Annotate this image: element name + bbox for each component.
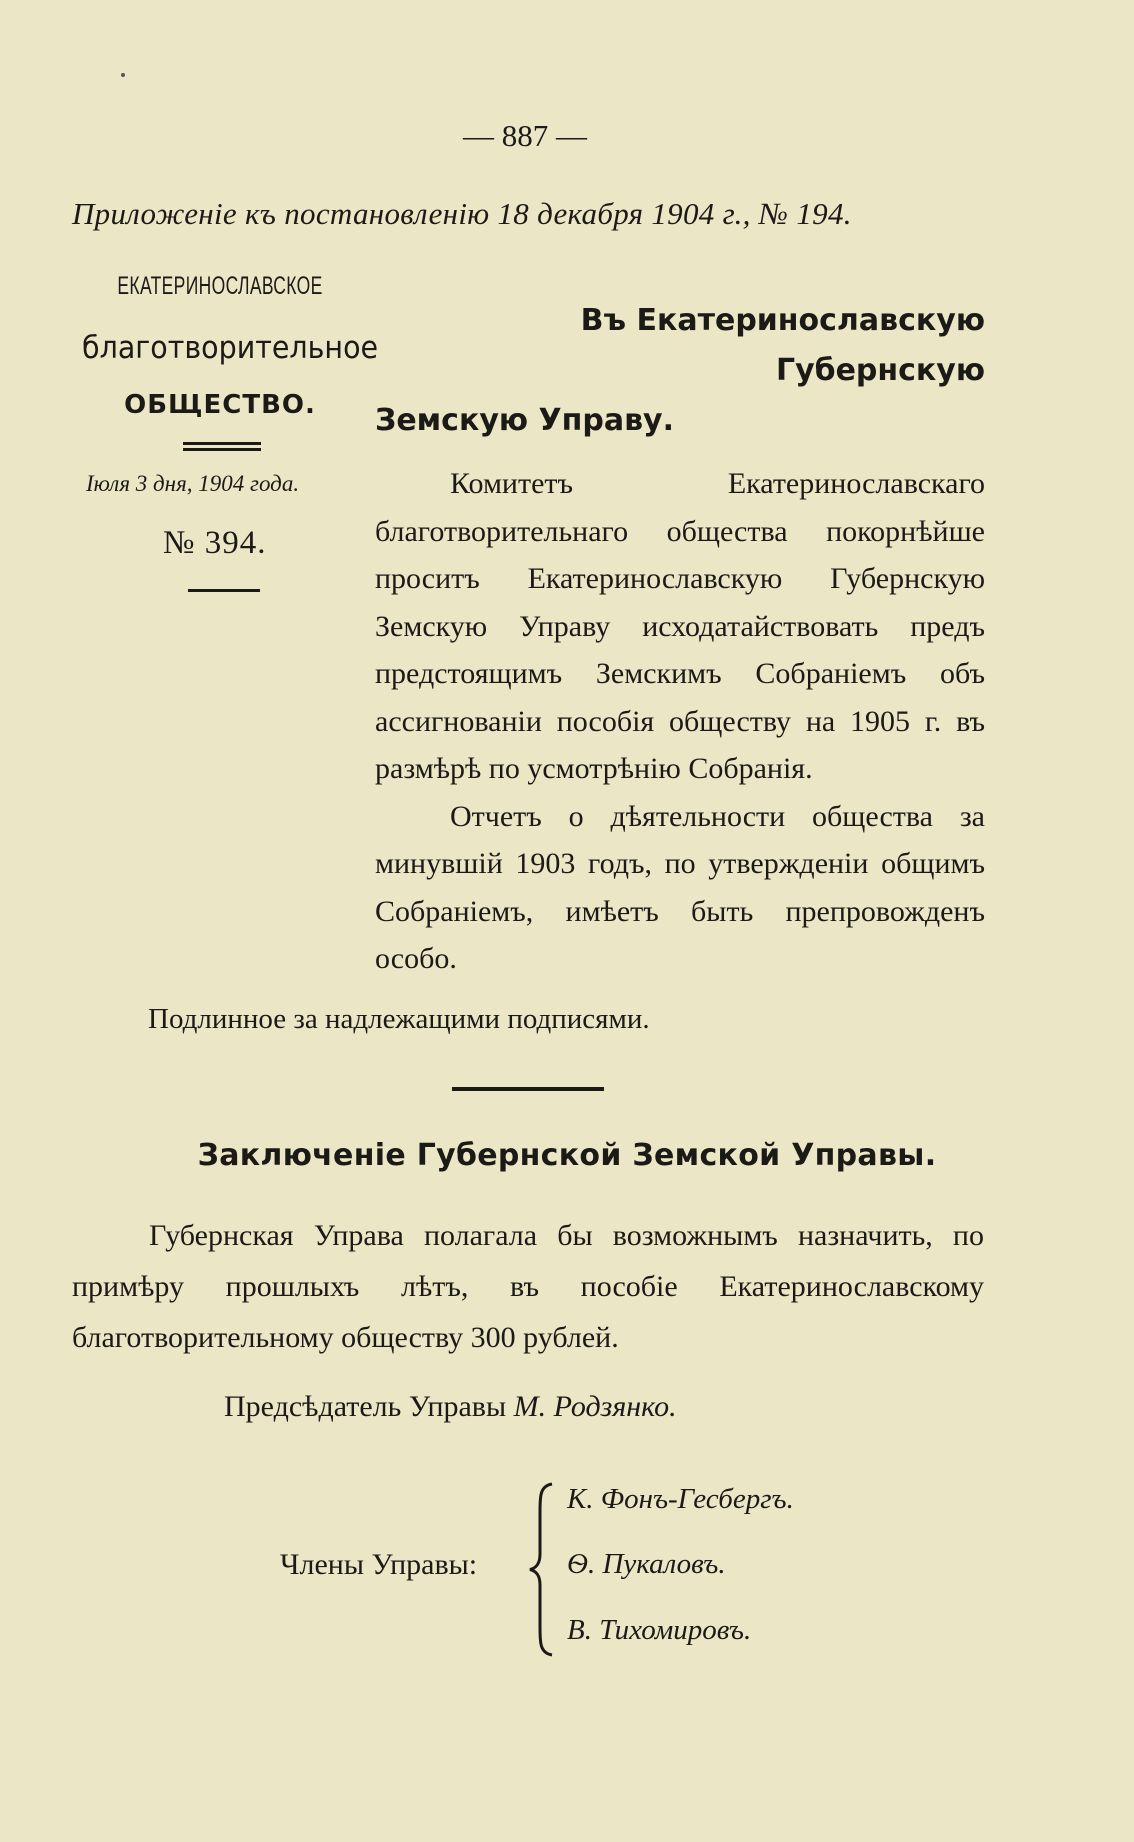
- addressee-line2: Земскую Управу.: [375, 403, 675, 438]
- letter-date: Іюля 3 дня, 1904 года.: [86, 471, 300, 496]
- chairman-label: Предсѣдатель Управы: [224, 1390, 507, 1423]
- section-divider: [452, 1087, 604, 1091]
- sender-name-line2: благотворительное: [82, 330, 379, 366]
- addressee: [375, 296, 985, 446]
- chairman-signature: [224, 1390, 677, 1424]
- short-rule-divider: [188, 589, 260, 592]
- appendix-heading: Приложеніе къ постановленію 18 декабря 1904 г., № 194.: [72, 196, 852, 231]
- member-name: Ѳ. Пукаловъ.: [567, 1548, 726, 1580]
- member-name: К. Фонъ-Гесбергъ.: [567, 1483, 794, 1515]
- conclusion-title: Заключеніе Губернской Земской Управы.: [197, 1138, 937, 1173]
- addressee-line1: Въ Екатеринославскую Губернскую: [580, 303, 985, 388]
- conclusion-body: [72, 1210, 984, 1363]
- original-note: Подлинное за надлежащими подписями.: [148, 1003, 650, 1035]
- conclusion-paragraph: Губернская Управа полагала бы возможнымъ назначить, по примѣру прошлыхъ лѣтъ, въ пособіе Екатеринославскому благотворительному обществу 300 рублей.: [72, 1219, 984, 1354]
- body-paragraph: Отчетъ о дѣятельности общества за минувшій 1903 годъ, по утвержденіи общимъ Собраніемъ, имѣетъ быть препровожденъ особо.: [375, 799, 985, 975]
- page-number: — 887 —: [463, 118, 587, 153]
- member-name: В. Тихомировъ.: [567, 1614, 752, 1646]
- paper-speck: [121, 73, 125, 77]
- chairman-name: М. Родзянко.: [513, 1390, 677, 1423]
- curly-brace-icon: [528, 1482, 558, 1657]
- members-label: Члены Управы:: [280, 1548, 478, 1581]
- letter-body: [375, 460, 985, 983]
- letter-number: № 394.: [163, 525, 267, 561]
- body-paragraph: Комитетъ Екатеринославскаго благотворительнаго общества покорнѣйше проситъ Екатеринославскую Губернскую Земскую Управу исходатайствовать предъ предстоящимъ Земскимъ Собраніемъ объ ассигнованіи пособія обществу на 1905 г. въ размѣрѣ по усмотрѣнію Собранія.: [375, 467, 985, 785]
- sender-name-line3: ОБЩЕСТВО.: [124, 390, 316, 420]
- double-rule-divider: [183, 442, 261, 451]
- sender-name-line1: ЕКАТЕРИНОСЛАВСКОЕ: [117, 272, 323, 300]
